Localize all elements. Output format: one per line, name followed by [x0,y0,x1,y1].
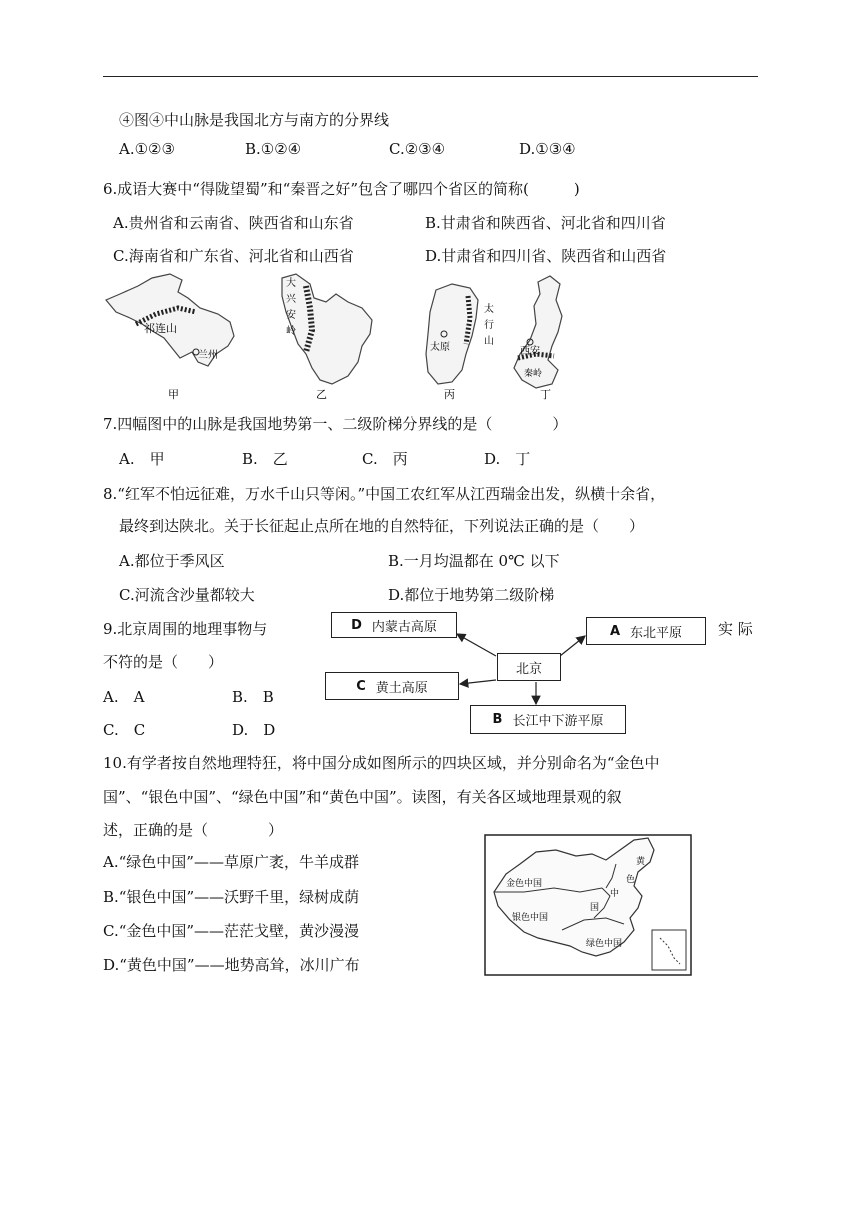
q8-stem-line1: 8.“红军不怕远征难，万水千山只等闲。”中国工农红军从江西瑞金出发，纵横十余省， [103,485,666,503]
q9-stem-line2: 不符的是（ ） [103,653,224,671]
q10-map-yellow-4: 国 [590,903,600,913]
svg-text:岭: 岭 [286,326,296,337]
q10-china-map [484,834,692,976]
q8-option-d[interactable]: D.都位于地势第二级阶梯 [388,586,555,604]
q7-option-d[interactable]: D. 丁 [484,450,531,468]
q6-option-d[interactable]: D.甘肃省和四川省、陕西省和山西省 [425,247,667,265]
svg-text:太: 太 [484,304,494,315]
map-jia-city: 兰州 [198,350,218,361]
map-ding-caption: 丁 [540,388,551,401]
q6-option-b[interactable]: B.甘肃省和陕西省、河北省和四川省 [425,214,666,232]
q10-map-silver: 银色中国 [512,913,549,923]
q7-option-c[interactable]: C. 丙 [362,450,408,468]
q10-option-c[interactable]: C.“金色中国”——茫茫戈壁，黄沙漫漫 [103,922,360,940]
q10-option-b[interactable]: B.“银色中国”——沃野千里，绿树成荫 [103,888,360,906]
header-rule [103,76,758,77]
q9-stem-right: 实 际 [718,620,753,638]
q9-box-d-key: D [351,617,362,633]
q5-option-d[interactable]: D.①③④ [519,140,576,158]
map-bing-mountain [484,302,494,347]
q5-option-a[interactable]: A.①②③ [119,140,175,158]
q10-option-d[interactable]: D.“黄色中国”——地势高耸，冰川广布 [103,956,360,974]
q8-option-c[interactable]: C.河流含沙量都较大 [119,586,255,604]
map-bing [426,284,494,401]
map-ding-city: 西安 [520,346,540,357]
q5-option-b[interactable]: B.①②④ [245,140,302,158]
q9-box-a-key: A [609,623,621,639]
q7-option-b[interactable]: B. 乙 [242,450,288,468]
q7-stem: 7.四幅图中的山脉是我国地势第一、二级阶梯分界线的是（ ） [103,415,568,433]
map-bing-caption: 丙 [444,388,455,401]
q9-box-b [470,705,626,734]
map-ding-mountain: 秦岭 [524,369,543,379]
svg-text:安: 安 [286,310,296,321]
q9-diagram-center-label: 北京 [515,661,542,677]
q10-option-a[interactable]: A.“绿色中国”——草原广袤，牛羊成群 [103,853,359,871]
map-jia [106,274,234,401]
q8-stem-line2: 最终到达陕北。关于长征起止点所在地的自然特征，下列说法正确的是（ ） [119,517,645,535]
map-jia-caption: 甲 [168,388,179,401]
q10-map-green: 绿色中国 [586,939,623,949]
q10-stem-line1: 10.有学者按自然地理特狂，将中国分成如图所示的四块区域，并分别命名为“金色中 [103,754,660,772]
q5-option-c[interactable]: C.②③④ [389,140,446,158]
q9-box-b-key: B [492,712,503,727]
q9-box-a-label: 东北平原 [630,625,683,641]
q9-box-d [331,612,457,638]
q8-option-a[interactable]: A.都位于季风区 [119,552,225,570]
q9-box-d-label: 内蒙古高原 [371,619,437,635]
q10-map-gold: 金色中国 [506,879,543,889]
q9-option-b[interactable]: B. B [232,688,274,706]
q9-box-c-label: 黄土高原 [375,680,428,696]
q9-stem-left: 9.北京周围的地理事物与 [103,620,268,638]
q9-box-c-key: C [356,678,366,694]
map-jia-mountain: 祁连山 [144,322,177,335]
map-bing-city: 太原 [430,342,450,353]
q9-box-b-label: 长江中下游平原 [512,714,604,729]
q10-map-yellow-2: 色 [626,875,636,885]
svg-text:大: 大 [286,278,296,289]
map-ding [514,276,562,401]
map-yi [282,274,372,401]
q9-box-a [586,617,706,645]
q10-stem-line3: 述，正确的是（ ） [103,821,284,839]
q10-stem-line2: 国”、“银色中国”、“绿色中国”和“黄色中国”。读图，有关各区域地理景观的叙 [103,788,622,806]
q10-map-yellow-3: 中 [610,889,620,899]
q6-option-a[interactable]: A.贵州省和云南省、陕西省和山东省 [113,214,354,232]
q7-option-a[interactable]: A. 甲 [119,450,165,468]
q9-option-c[interactable]: C. C [103,721,146,739]
svg-text:山: 山 [484,336,494,347]
q9-option-a[interactable]: A. A [103,688,145,706]
q10-map-yellow-1: 黄 [636,857,646,867]
q9-option-d[interactable]: D. D [232,721,276,739]
svg-text:兴: 兴 [286,294,296,305]
q9-box-c [325,672,459,700]
q9-diagram-center [497,653,561,681]
map-yi-caption: 乙 [316,388,327,401]
q5-item4: ④图④中山脉是我国北方与南方的分界线 [119,111,390,129]
q6-stem: 6.成语大赛中“得陇望蜀”和“秦晋之好”包含了哪四个省区的简称( ) [103,180,580,198]
q8-option-b[interactable]: B.一月均温都在 0℃ 以下 [388,552,560,570]
svg-text:行: 行 [484,320,494,331]
q6-option-c[interactable]: C.海南省和广东省、河北省和山西省 [113,247,354,265]
four-maps-figure [100,272,590,402]
